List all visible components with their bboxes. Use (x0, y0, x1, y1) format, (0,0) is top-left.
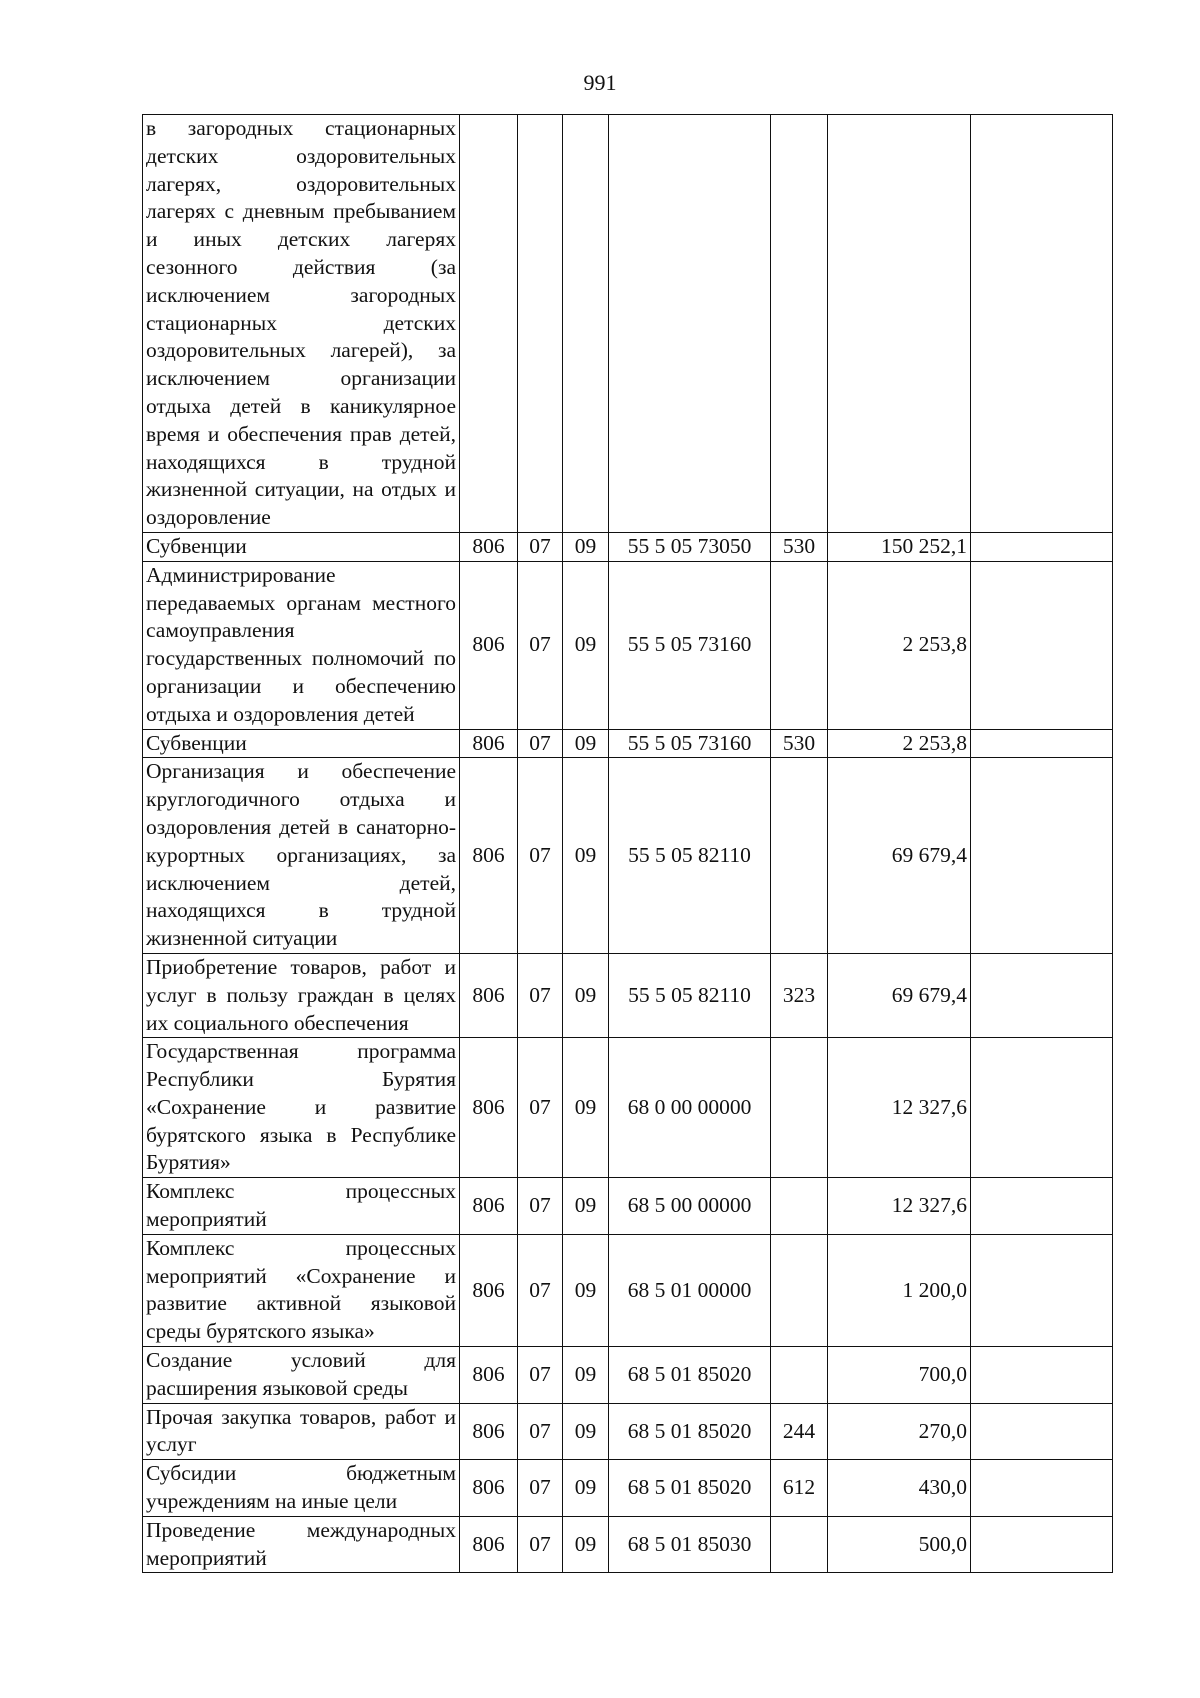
row-target-code-cell: 68 5 01 85030 (609, 1516, 771, 1573)
table-row (143, 532, 1113, 561)
row-name-cell: в загородных стационарных детских оздоровительных лагерях, оздоровительных лагерях с дневным пребыванием и иных детских лагерях сезонного действия (за исключением загородных стационарных детских оздоровительных лагерей), за исключением организации отдыха детей в каникулярное время и обеспечения прав детей, находящихся в трудной жизненной ситуации, на отдых и оздоровление (143, 115, 460, 533)
row-extra-cell (971, 1038, 1113, 1178)
row-subsection-cell: 09 (563, 1403, 609, 1460)
row-expense-type-cell: 612 (771, 1460, 828, 1517)
row-grbs-cell: 806 (460, 532, 518, 561)
row-grbs-cell (460, 115, 518, 533)
row-target-code-cell: 55 5 05 82110 (609, 758, 771, 954)
row-expense-type-cell (771, 1178, 828, 1235)
row-section-cell: 07 (518, 1460, 563, 1517)
row-expense-type-cell: 530 (771, 532, 828, 561)
row-section-cell: 07 (518, 561, 563, 729)
row-expense-type-cell: 244 (771, 1403, 828, 1460)
row-extra-cell (971, 115, 1113, 533)
row-subsection-cell: 09 (563, 532, 609, 561)
row-name-cell: Администрирование передаваемых органам местного самоуправления государственных полномочий по организации и обеспечению отдыха и оздоровления детей (143, 561, 460, 729)
row-target-code-cell: 55 5 05 73160 (609, 561, 771, 729)
row-grbs-cell: 806 (460, 953, 518, 1037)
row-amount-cell: 150 252,1 (828, 532, 971, 561)
table-row (143, 729, 1113, 758)
row-amount-cell: 69 679,4 (828, 953, 971, 1037)
row-grbs-cell: 806 (460, 1178, 518, 1235)
row-name-cell: Субвенции (143, 532, 460, 561)
row-extra-cell (971, 953, 1113, 1037)
row-subsection-cell (563, 115, 609, 533)
row-grbs-cell: 806 (460, 1234, 518, 1346)
table-row (143, 1516, 1113, 1573)
row-name-cell: Организация и обеспечение круглогодичного отдыха и оздоровления детей в санаторно-курортных организациях, за исключением детей, находящихся в трудной жизненной ситуации (143, 758, 460, 954)
row-amount-cell: 270,0 (828, 1403, 971, 1460)
row-amount-cell: 12 327,6 (828, 1178, 971, 1235)
row-target-code-cell: 68 5 01 85020 (609, 1403, 771, 1460)
row-expense-type-cell: 530 (771, 729, 828, 758)
row-grbs-cell: 806 (460, 561, 518, 729)
row-grbs-cell: 806 (460, 758, 518, 954)
row-expense-type-cell (771, 758, 828, 954)
row-name-cell: Субвенции (143, 729, 460, 758)
row-target-code-cell: 68 0 00 00000 (609, 1038, 771, 1178)
row-amount-cell: 2 253,8 (828, 561, 971, 729)
table-row (143, 1234, 1113, 1346)
row-extra-cell (971, 1234, 1113, 1346)
row-amount-cell: 2 253,8 (828, 729, 971, 758)
row-subsection-cell: 09 (563, 1460, 609, 1517)
table-row (143, 953, 1113, 1037)
table-row (143, 1403, 1113, 1460)
row-section-cell: 07 (518, 729, 563, 758)
row-expense-type-cell: 323 (771, 953, 828, 1037)
row-subsection-cell: 09 (563, 1038, 609, 1178)
row-section-cell: 07 (518, 532, 563, 561)
row-name-cell: Комплекс процессных мероприятий «Сохранение и развитие активной языковой среды бурятского языка» (143, 1234, 460, 1346)
row-name-cell: Прочая закупка товаров, работ и услуг (143, 1403, 460, 1460)
row-extra-cell (971, 532, 1113, 561)
row-section-cell: 07 (518, 1516, 563, 1573)
row-subsection-cell: 09 (563, 1178, 609, 1235)
row-extra-cell (971, 1460, 1113, 1517)
row-grbs-cell: 806 (460, 1038, 518, 1178)
row-target-code-cell: 68 5 00 00000 (609, 1178, 771, 1235)
row-amount-cell: 430,0 (828, 1460, 971, 1517)
row-name-cell: Создание условий для расширения языковой среды (143, 1347, 460, 1404)
row-target-code-cell: 68 5 01 00000 (609, 1234, 771, 1346)
row-section-cell: 07 (518, 1347, 563, 1404)
row-section-cell: 07 (518, 758, 563, 954)
row-target-code-cell: 68 5 01 85020 (609, 1460, 771, 1517)
table-row (143, 758, 1113, 954)
budget-table (142, 114, 1113, 1573)
row-name-cell: Государственная программа Республики Бурятия «Сохранение и развитие бурятского языка в Республике Бурятия» (143, 1038, 460, 1178)
row-amount-cell: 700,0 (828, 1347, 971, 1404)
row-extra-cell (971, 561, 1113, 729)
row-target-code-cell: 55 5 05 73050 (609, 532, 771, 561)
row-extra-cell (971, 1178, 1113, 1235)
row-subsection-cell: 09 (563, 1347, 609, 1404)
row-grbs-cell: 806 (460, 1347, 518, 1404)
row-target-code-cell: 55 5 05 82110 (609, 953, 771, 1037)
page-number: 991 (583, 70, 617, 95)
row-expense-type-cell (771, 561, 828, 729)
row-expense-type-cell (771, 1347, 828, 1404)
row-name-cell: Комплекс процессных мероприятий (143, 1178, 460, 1235)
row-expense-type-cell (771, 1234, 828, 1346)
row-grbs-cell: 806 (460, 729, 518, 758)
row-section-cell (518, 115, 563, 533)
row-section-cell: 07 (518, 1038, 563, 1178)
row-section-cell: 07 (518, 1403, 563, 1460)
table-row (143, 1038, 1113, 1178)
table-row (143, 115, 1113, 533)
table-row (143, 1347, 1113, 1404)
row-subsection-cell: 09 (563, 1516, 609, 1573)
row-section-cell: 07 (518, 953, 563, 1037)
row-extra-cell (971, 1403, 1113, 1460)
row-extra-cell (971, 1347, 1113, 1404)
row-target-code-cell (609, 115, 771, 533)
row-target-code-cell: 55 5 05 73160 (609, 729, 771, 758)
row-amount-cell: 500,0 (828, 1516, 971, 1573)
row-amount-cell: 12 327,6 (828, 1038, 971, 1178)
row-subsection-cell: 09 (563, 758, 609, 954)
row-amount-cell: 1 200,0 (828, 1234, 971, 1346)
row-section-cell: 07 (518, 1234, 563, 1346)
row-expense-type-cell (771, 115, 828, 533)
row-name-cell: Приобретение товаров, работ и услуг в пользу граждан в целях их социального обеспечения (143, 953, 460, 1037)
row-target-code-cell: 68 5 01 85020 (609, 1347, 771, 1404)
row-subsection-cell: 09 (563, 729, 609, 758)
row-grbs-cell: 806 (460, 1516, 518, 1573)
table-row (143, 561, 1113, 729)
table-row (143, 1460, 1113, 1517)
row-amount-cell (828, 115, 971, 533)
row-expense-type-cell (771, 1516, 828, 1573)
row-expense-type-cell (771, 1038, 828, 1178)
row-section-cell: 07 (518, 1178, 563, 1235)
row-amount-cell: 69 679,4 (828, 758, 971, 954)
row-grbs-cell: 806 (460, 1403, 518, 1460)
row-extra-cell (971, 1516, 1113, 1573)
row-subsection-cell: 09 (563, 561, 609, 729)
row-name-cell: Проведение международных мероприятий (143, 1516, 460, 1573)
row-subsection-cell: 09 (563, 953, 609, 1037)
table-row (143, 1178, 1113, 1235)
table-body (143, 115, 1113, 1573)
row-grbs-cell: 806 (460, 1460, 518, 1517)
row-subsection-cell: 09 (563, 1234, 609, 1346)
row-extra-cell (971, 758, 1113, 954)
row-name-cell: Субсидии бюджетным учреждениям на иные цели (143, 1460, 460, 1517)
row-extra-cell (971, 729, 1113, 758)
